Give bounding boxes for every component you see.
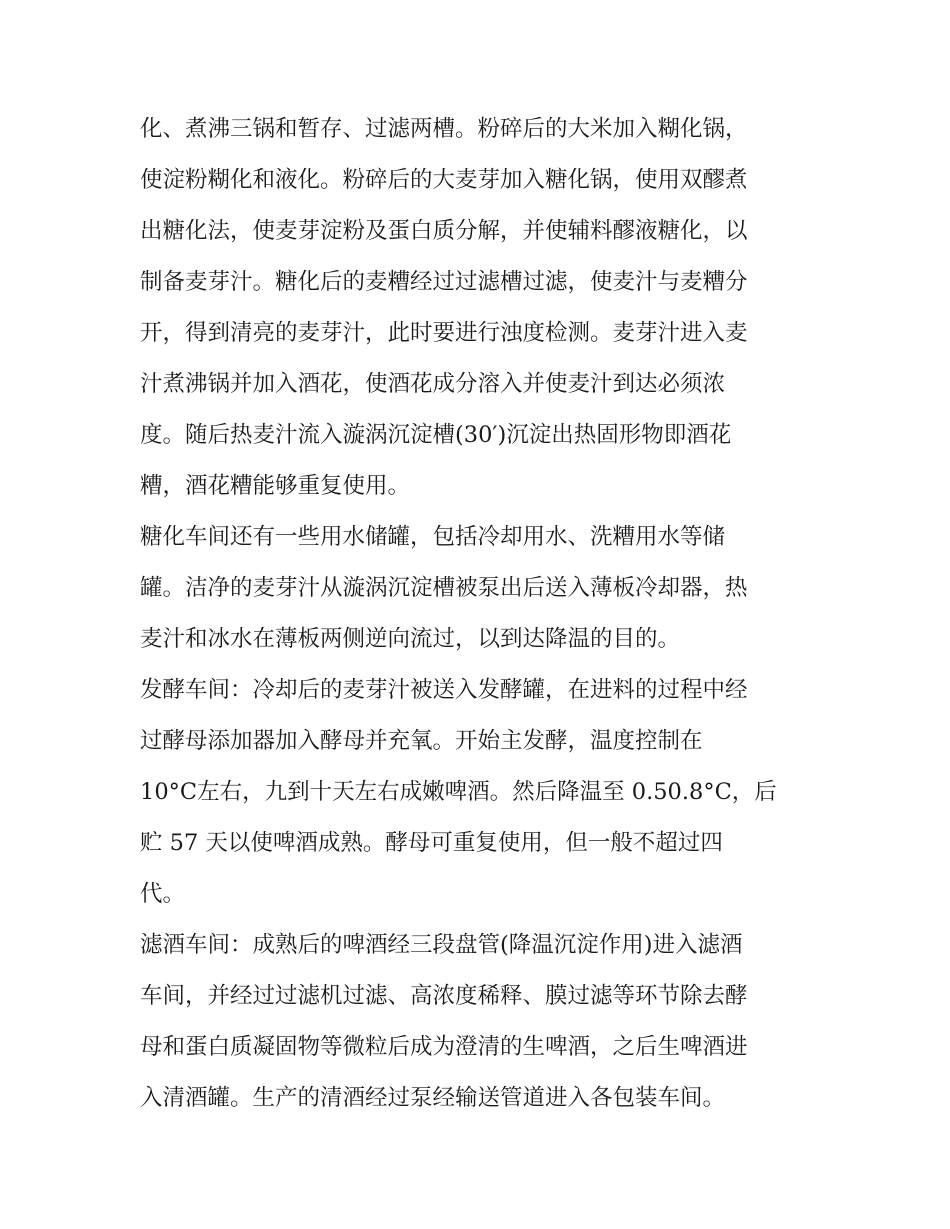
text-line-19: 母和蛋白质凝固物等微粒后成为澄清的生啤酒，之后生啤酒进	[140, 1034, 748, 1060]
text-line-10: 罐。洁净的麦芽汁从漩涡沉淀槽被泵出后送入薄板冷却器，热	[140, 575, 748, 601]
text-line-7: 度。随后热麦汁流入漩涡沉淀槽(30′)沉淀出热固形物即酒花	[140, 422, 732, 448]
text-line-9: 糖化车间还有一些用水储罐，包括冷却用水、洗糟用水等储	[140, 524, 726, 550]
text-line-1: 化、煮沸三锅和暂存、过滤两槽。粉碎后的大米加入糊化锅，	[140, 116, 748, 142]
text-line-4: 制备麦芽汁。糖化后的麦糟经过过滤槽过滤，使麦汁与麦糟分	[140, 269, 748, 295]
text-line-14: 10°C左右，九到十天左右成嫩啤酒。然后降温至 0.50.8°C，后	[140, 779, 777, 805]
text-line-8: 糟，酒花糟能够重复使用。	[140, 473, 411, 499]
text-line-13: 过酵母添加器加入酵母并充氧。开始主发酵，温度控制在	[140, 728, 703, 754]
text-line-5: 开，得到清亮的麦芽汁，此时要进行浊度检测。麦芽汁进入麦	[140, 320, 748, 346]
text-line-11: 麦汁和冰水在薄板两侧逆向流过，以到达降温的目的。	[140, 626, 681, 652]
text-line-15: 贮 57 天以使啤酒成熟。酵母可重复使用，但一般不超过四	[140, 830, 723, 856]
text-line-17: 滤酒车间：成熟后的啤酒经三段盘管(降温沉淀作用)进入滤酒	[140, 932, 743, 958]
text-line-12: 发酵车间：冷却后的麦芽汁被送入发酵罐，在进料的过程中经	[140, 677, 748, 703]
text-line-2: 使淀粉糊化和液化。粉碎后的大麦芽加入糖化锅，使用双醪煮	[140, 167, 748, 193]
text-line-3: 出糖化法，使麦芽淀粉及蛋白质分解，并使辅料醪液糖化，以	[140, 218, 748, 244]
text-line-6: 汁煮沸锅并加入酒花，使酒花成分溶入并使麦汁到达必须浓	[140, 371, 726, 397]
text-line-20: 入清酒罐。生产的清酒经过泵经输送管道进入各包装车间。	[140, 1085, 726, 1111]
body-text	[140, 104, 820, 1124]
text-line-16: 代。	[140, 881, 186, 907]
text-line-18: 车间，并经过过滤机过滤、高浓度稀释、膜过滤等环节除去酵	[140, 983, 748, 1009]
